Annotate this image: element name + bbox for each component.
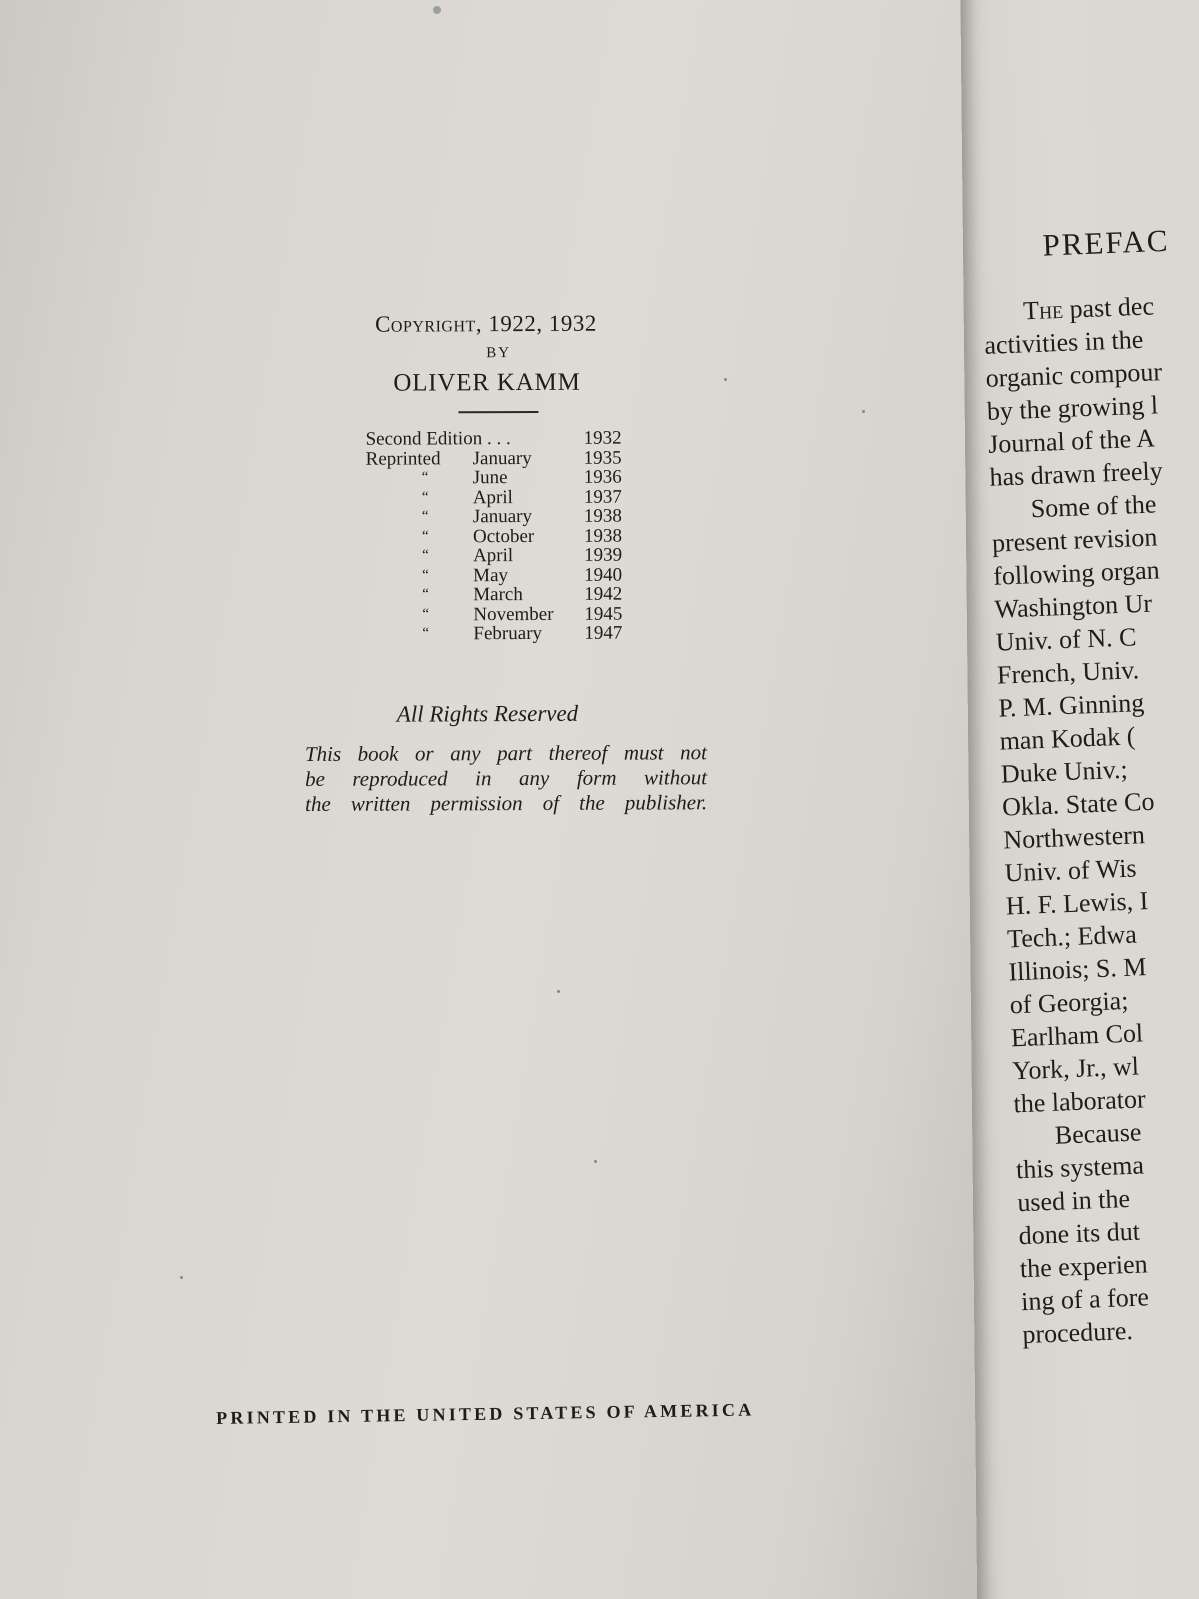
preface-line-text: the experien bbox=[1019, 1249, 1149, 1284]
edition-row bbox=[366, 487, 636, 508]
edition-year: 1940 bbox=[584, 564, 623, 586]
printed-in-line: PRINTED IN THE UNITED STATES OF AMERICA bbox=[216, 1399, 755, 1428]
edition-row bbox=[366, 565, 636, 586]
edition-year: 1935 bbox=[583, 447, 622, 469]
rights-line: the written permission of the publisher. bbox=[305, 790, 708, 816]
edition-month: June bbox=[472, 467, 508, 489]
ditto-mark: “ bbox=[421, 488, 429, 505]
preface-line-text: Some of the bbox=[1030, 489, 1157, 524]
edition-year: 1938 bbox=[583, 505, 622, 527]
preface-line-text: this systema bbox=[1015, 1150, 1145, 1185]
preface-line-text: Illinois; S. M bbox=[1007, 952, 1147, 987]
preface-line-text: activities in the bbox=[983, 324, 1144, 360]
speck bbox=[557, 990, 560, 993]
preface-line-text: H. F. Lewis, I bbox=[1005, 886, 1149, 921]
edition-month: October bbox=[472, 525, 535, 547]
preface-line-text: York, Jr., wl bbox=[1011, 1051, 1140, 1086]
edition-month: April bbox=[472, 486, 513, 508]
speck bbox=[594, 1160, 597, 1163]
edition-month: May bbox=[473, 564, 509, 586]
speck bbox=[180, 1276, 183, 1279]
edition-row bbox=[366, 585, 636, 606]
preface-line-text: Northwestern bbox=[1002, 820, 1146, 855]
preface-line bbox=[994, 586, 1172, 626]
edition-year: 1945 bbox=[584, 603, 623, 625]
edition-row bbox=[366, 604, 636, 625]
edition-year: 1938 bbox=[583, 525, 623, 547]
rights-line: This book or any part thereof must not bbox=[304, 740, 707, 766]
edition-row bbox=[366, 429, 636, 450]
edition-month: February bbox=[473, 622, 543, 645]
copyright-years: 1922, 1932 bbox=[488, 310, 597, 337]
edition-month: January bbox=[472, 447, 532, 469]
preface-line-text: procedure. bbox=[1021, 1315, 1134, 1350]
edition-prefix: Reprinted bbox=[365, 447, 441, 470]
preface-line bbox=[1002, 784, 1180, 824]
preface-line-text: Okla. State Co bbox=[1001, 786, 1155, 822]
rights-title: All Rights Reserved bbox=[396, 700, 579, 727]
edition-row bbox=[366, 448, 636, 469]
edition-row bbox=[366, 507, 636, 528]
preface-line-lead: The bbox=[1022, 294, 1064, 326]
preface-line-text: ing of a fore bbox=[1020, 1282, 1150, 1317]
edition-year: 1939 bbox=[584, 544, 623, 566]
edition-year: 1936 bbox=[583, 466, 622, 488]
edition-year: 1942 bbox=[584, 583, 623, 605]
preface-line-text: Because bbox=[1054, 1117, 1142, 1150]
by-line: BY bbox=[486, 345, 512, 362]
edition-year: 1947 bbox=[584, 622, 623, 644]
preface-title: PREFAC bbox=[1041, 222, 1171, 263]
edition-row bbox=[366, 468, 636, 489]
preface-line-text: Tech.; Edwa bbox=[1006, 919, 1138, 954]
ditto-mark: “ bbox=[421, 527, 429, 544]
preface-line-text: Univ. of Wis bbox=[1004, 853, 1138, 888]
preface-line-text: Duke Univ.; bbox=[1000, 754, 1129, 789]
edition-month: April bbox=[473, 545, 514, 567]
preface-line-text: Washington Ur bbox=[994, 588, 1153, 624]
edition-year: 1932 bbox=[583, 427, 622, 449]
edition-month: January bbox=[472, 505, 533, 528]
rights-line: be reproduced in any form without bbox=[304, 765, 708, 791]
preface-line-text: Journal of the A bbox=[987, 423, 1156, 459]
copyright-line bbox=[375, 311, 597, 338]
preface-line-text: Earlham Col bbox=[1010, 1018, 1144, 1053]
edition-year: 1937 bbox=[583, 486, 622, 508]
ditto-mark: “ bbox=[422, 566, 429, 583]
divider-rule bbox=[458, 411, 538, 413]
copyright-label: Copyright, bbox=[374, 311, 483, 337]
preface-line-text: French, Univ. bbox=[996, 655, 1140, 690]
preface-line-text: following organ bbox=[992, 555, 1161, 591]
ditto-mark: “ bbox=[421, 508, 429, 525]
preface-line-text: Univ. of N. C bbox=[995, 622, 1137, 657]
preface-line-text: used in the bbox=[1016, 1183, 1131, 1218]
preface-line-text: has drawn freely bbox=[988, 456, 1164, 492]
ditto-mark: “ bbox=[422, 586, 429, 603]
ditto-mark: “ bbox=[422, 605, 430, 622]
ditto-mark: “ bbox=[422, 547, 429, 564]
edition-list bbox=[366, 429, 637, 645]
ditto-mark: “ bbox=[422, 625, 430, 642]
preface-line-text: the laborator bbox=[1013, 1084, 1147, 1119]
preface-line-text: organic compour bbox=[985, 357, 1163, 393]
preface-line-text: P. M. Ginning bbox=[997, 688, 1145, 723]
edition-row bbox=[366, 546, 636, 567]
preface-line-text: of Georgia; bbox=[1009, 985, 1129, 1020]
edition-prefix: Second Edition . . . bbox=[365, 428, 511, 450]
speck bbox=[862, 410, 865, 413]
preface-line-text: man Kodak ( bbox=[999, 721, 1136, 756]
edition-row bbox=[366, 526, 636, 547]
preface-line-text: present revision bbox=[991, 522, 1158, 558]
preface-line-text: by the growing l bbox=[986, 390, 1159, 426]
author-name: OLIVER KAMM bbox=[393, 368, 581, 397]
speck bbox=[724, 378, 727, 381]
ditto-mark: “ bbox=[421, 469, 429, 486]
edition-month: March bbox=[473, 584, 523, 606]
preface-line-text: done its dut bbox=[1018, 1216, 1141, 1251]
speck bbox=[433, 6, 441, 14]
edition-row bbox=[366, 624, 636, 645]
rights-text bbox=[305, 740, 707, 817]
preface-line bbox=[1022, 1311, 1199, 1351]
edition-month: November bbox=[473, 603, 554, 625]
preface-line-text: past dec bbox=[1062, 291, 1155, 324]
